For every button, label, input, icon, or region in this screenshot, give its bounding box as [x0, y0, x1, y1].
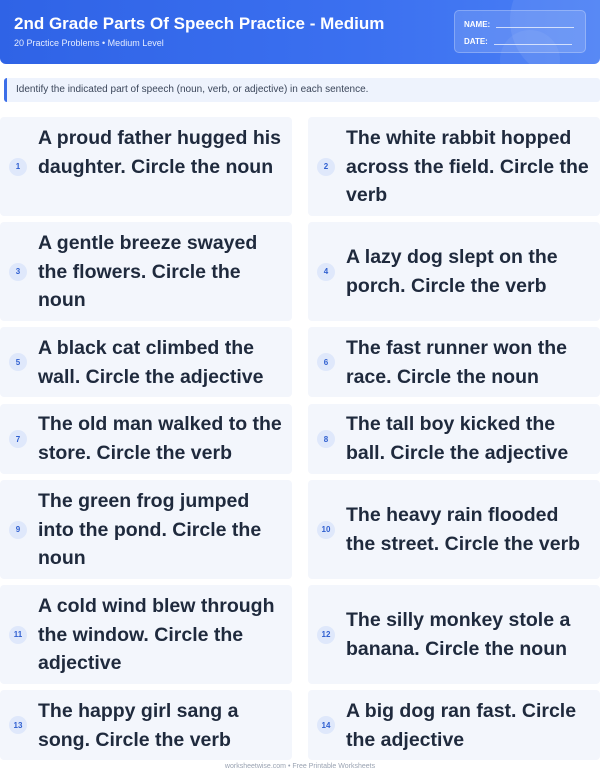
- problem-number-badge: 13: [9, 716, 27, 734]
- problem-text: The old man walked to the store. Circle the verb: [38, 413, 282, 464]
- problem-card: [308, 690, 600, 760]
- date-line: [494, 44, 572, 45]
- problem-number-badge: 3: [9, 263, 27, 281]
- problem-number-badge: 11: [9, 626, 27, 644]
- problem-text: The tall boy kicked the ball. Circle the adjective: [346, 413, 569, 464]
- problem-number-badge: 10: [317, 521, 335, 539]
- instructions-banner: Identify the indicated part of speech (noun, verb, or adjective) in each sentence.: [4, 78, 600, 102]
- problem-text: The fast runner won the race. Circle the noun: [346, 337, 568, 388]
- problem-card: [0, 327, 292, 397]
- problem-card: [0, 222, 292, 321]
- problem-text: The green frog jumped into the pond. Circle the noun: [38, 490, 262, 569]
- problem-number-badge: 7: [9, 430, 27, 448]
- name-field[interactable]: [464, 20, 574, 29]
- problem-number-badge: 2: [317, 158, 335, 176]
- problem-text: A cold wind blew through the window. Circle the adjective: [38, 595, 275, 674]
- problem-card: [0, 480, 292, 579]
- problem-text: The happy girl sang a song. Circle the verb: [38, 700, 239, 751]
- problem-card: [308, 404, 600, 474]
- problem-text: A proud father hugged his daughter. Circle the noun: [38, 127, 282, 178]
- problem-number-badge: 6: [317, 353, 335, 371]
- problem-text: The silly monkey stole a banana. Circle the noun: [346, 609, 571, 660]
- problem-card: [308, 585, 600, 684]
- name-line: [496, 27, 574, 28]
- problem-text: The white rabbit hopped across the field. Circle the verb: [346, 127, 589, 206]
- worksheet-header: [0, 0, 600, 64]
- problem-card: [308, 117, 600, 216]
- date-field[interactable]: [464, 37, 572, 46]
- problem-card: [308, 480, 600, 579]
- problem-number-badge: 1: [9, 158, 27, 176]
- problem-number-badge: 9: [9, 521, 27, 539]
- problem-card: [308, 327, 600, 397]
- problem-text: A lazy dog slept on the porch. Circle the verb: [346, 246, 558, 297]
- problem-card: [0, 117, 292, 216]
- problem-text: A black cat climbed the wall. Circle the adjective: [38, 337, 264, 388]
- page-title: 2nd Grade Parts Of Speech Practice - Medium: [14, 14, 385, 33]
- date-label: DATE:: [464, 37, 488, 46]
- name-date-box: [454, 10, 586, 53]
- problem-card: [308, 222, 600, 321]
- problem-card: [0, 585, 292, 684]
- problem-number-badge: 8: [317, 430, 335, 448]
- problem-text: A gentle breeze swayed the flowers. Circle the noun: [38, 232, 258, 311]
- problem-card: [0, 690, 292, 760]
- problem-card: [0, 404, 292, 474]
- problem-number-badge: 12: [317, 626, 335, 644]
- problem-number-badge: 14: [317, 716, 335, 734]
- problem-number-badge: 4: [317, 263, 335, 281]
- problem-text: The heavy rain flooded the street. Circle the verb: [346, 504, 581, 555]
- problem-number-badge: 5: [9, 353, 27, 371]
- page-subtitle: 20 Practice Problems • Medium Level: [14, 38, 164, 48]
- problem-text: A big dog ran fast. Circle the adjective: [346, 700, 577, 751]
- name-label: NAME:: [464, 20, 491, 29]
- page-footer: worksheetwise.com • Free Printable Worksheets: [224, 763, 376, 770]
